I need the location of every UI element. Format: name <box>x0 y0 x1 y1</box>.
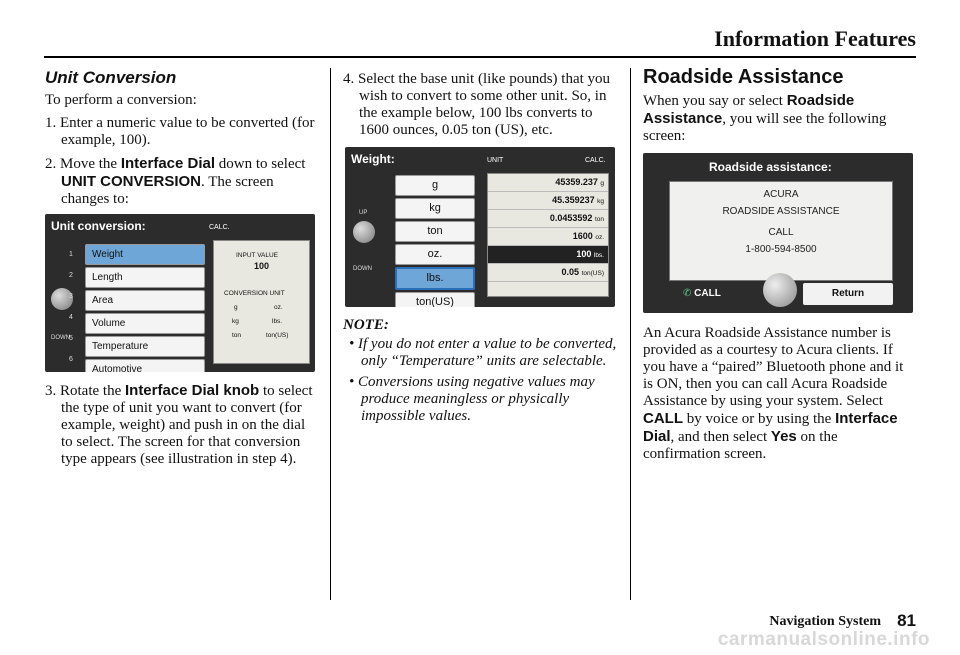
phone-icon: ✆ <box>683 288 692 299</box>
unit-label: g <box>234 304 238 311</box>
value-unit: kg <box>597 198 604 205</box>
value-row <box>488 264 608 282</box>
column-unit-conversion <box>45 66 317 474</box>
interface-dial-knob <box>353 221 375 243</box>
column-divider-2 <box>630 68 631 600</box>
value-row <box>488 246 608 264</box>
list-item: Automotive <box>85 359 205 372</box>
input-value: 100 <box>254 261 270 271</box>
text: When you say or select <box>643 93 787 109</box>
screen-title: Unit conversion: <box>51 219 146 233</box>
value: 1600 <box>572 231 593 241</box>
item-number: 6 <box>69 356 73 363</box>
call-button <box>683 283 763 305</box>
value: 100 <box>576 249 592 259</box>
value: 0.0453592 <box>549 213 593 223</box>
unit-label: oz. <box>274 304 283 311</box>
list-item: oz. <box>395 244 475 265</box>
header-rule <box>44 56 916 58</box>
note-label: NOTE: <box>343 317 389 333</box>
step-2-text: 2. Move the <box>45 156 121 172</box>
value: 45359.237 <box>555 177 598 187</box>
unit-label: UNIT <box>487 157 504 164</box>
intro-text: To perform a conversion: <box>45 92 197 108</box>
value-row <box>488 210 608 228</box>
info-line: ROADSIDE ASSISTANCE <box>722 206 840 217</box>
conversion-type-list <box>85 244 205 372</box>
list-item: lbs. <box>395 267 475 290</box>
unit-label: ton <box>232 332 242 339</box>
column-divider-1 <box>330 68 331 600</box>
step-2-text-end: . The screen changes to: <box>61 174 274 207</box>
call-label: CALL <box>694 288 721 299</box>
roadside-assistance-screenshot <box>643 153 913 313</box>
step-2 <box>45 155 317 208</box>
step-2-bold-2: UNIT CONVERSION <box>61 173 202 190</box>
step-4: 4. Select the base unit (like pounds) that you wish to convert to some other unit. So, in the example below, 100 lbs converts to 1600 ounces, 0.05 ton (US), etc. <box>343 71 611 138</box>
step-3 <box>45 382 317 468</box>
conversion-info-panel <box>213 240 310 364</box>
bold-text: Roadside Assistance <box>643 92 855 127</box>
list-item: ton <box>395 221 475 242</box>
down-label: DOWN <box>51 335 70 341</box>
value-row <box>488 192 608 210</box>
list-item: kg <box>395 198 475 219</box>
text: by voice or by using the <box>683 411 836 427</box>
watermark: carmanualsonline.info <box>717 629 930 650</box>
step-3-text-end: to select the type of unit you want to convert (for example, weight) and push in on the dial to select. The screen for that conversion type appears (see illustration in step 4). <box>61 383 313 467</box>
list-item: Area <box>85 290 205 311</box>
value-unit: g <box>600 180 604 187</box>
down-label: DOWN <box>353 266 372 272</box>
list-item: ton(US) <box>395 292 475 307</box>
value-row <box>488 228 608 246</box>
note-item: • If you do not enter a value to be converted, only “Temperature” units are selectable. <box>349 336 617 369</box>
item-number: 4 <box>69 314 73 321</box>
input-value-label: INPUT VALUE <box>236 252 279 259</box>
value-unit: ton <box>594 216 604 223</box>
section-heading-roadside: Roadside Assistance <box>643 66 844 88</box>
calc-label: CALC. <box>209 224 230 231</box>
column-roadside-assistance <box>643 66 915 469</box>
converted-values-panel <box>487 173 609 297</box>
value-row <box>488 174 608 192</box>
screen-title: Weight: <box>351 152 395 166</box>
roadside-info-box <box>669 181 893 281</box>
footer-section-name: Navigation System <box>769 614 881 629</box>
info-line: ACURA <box>763 189 799 200</box>
unit-label: kg <box>232 318 239 325</box>
weight-conversion-screenshot <box>345 147 615 307</box>
unit-list <box>395 175 475 307</box>
unit-label: ton(US) <box>266 332 289 339</box>
item-number: 3 <box>69 293 73 300</box>
text: , you will see the following screen: <box>643 111 887 144</box>
list-item: g <box>395 175 475 196</box>
value-unit: ton(US) <box>581 270 604 277</box>
text: , and then select <box>670 429 771 445</box>
value: 45.359237 <box>552 195 595 205</box>
list-item: Weight <box>85 244 205 265</box>
step-2-bold-1: Interface Dial <box>120 155 216 172</box>
up-label: UP <box>359 210 368 216</box>
value-unit: lbs. <box>593 252 604 259</box>
calc-label: CALC. <box>585 157 606 164</box>
step-1: 1. Enter a numeric value to be converted (for example, 100). <box>45 115 315 148</box>
note-item: • Conversions using negative values may produce meaningless or physically impossible values. <box>349 374 595 424</box>
screen-title: Roadside assistance: <box>709 160 832 174</box>
return-button: Return <box>803 283 893 305</box>
column-step-4 <box>343 66 618 429</box>
item-number: 2 <box>69 272 73 279</box>
bold-text: CALL <box>643 410 683 427</box>
info-line: CALL <box>768 227 794 238</box>
list-item: Length <box>85 267 205 288</box>
roadside-intro <box>643 92 915 145</box>
roadside-description <box>643 325 915 463</box>
step-3-text: 3. Rotate the <box>45 383 125 399</box>
bold-text: Interface Dial <box>643 410 898 445</box>
step-2-text-mid: down to select <box>215 156 306 172</box>
page-number: 81 <box>897 611 916 630</box>
value: 0.05 <box>561 267 580 277</box>
text: on the confirmation screen. <box>643 429 838 462</box>
interface-dial-knob <box>763 273 797 307</box>
item-number: 5 <box>69 335 73 342</box>
section-heading-unit-conversion: Unit Conversion <box>45 68 177 87</box>
unit-label: lbs. <box>272 318 283 325</box>
text: An Acura Roadside Assistance number is provided as a courtesy to Acura clients. If you have a “paired” Bluetooth phone and it is ON, then you can call Acura Roadside Assistance by using your system. Select <box>643 325 904 409</box>
conversion-unit-label: CONVERSION UNIT <box>224 290 285 297</box>
unit-conversion-screenshot <box>45 214 315 372</box>
page-header-title: Information Features <box>714 26 916 51</box>
phone-number: 1-800-594-8500 <box>745 244 817 255</box>
bold-text: Yes <box>770 428 797 445</box>
item-number: 1 <box>69 251 73 258</box>
list-item: Volume <box>85 313 205 334</box>
list-item: Temperature <box>85 336 205 357</box>
step-3-bold: Interface Dial knob <box>124 382 260 399</box>
value-unit: oz. <box>595 234 604 241</box>
